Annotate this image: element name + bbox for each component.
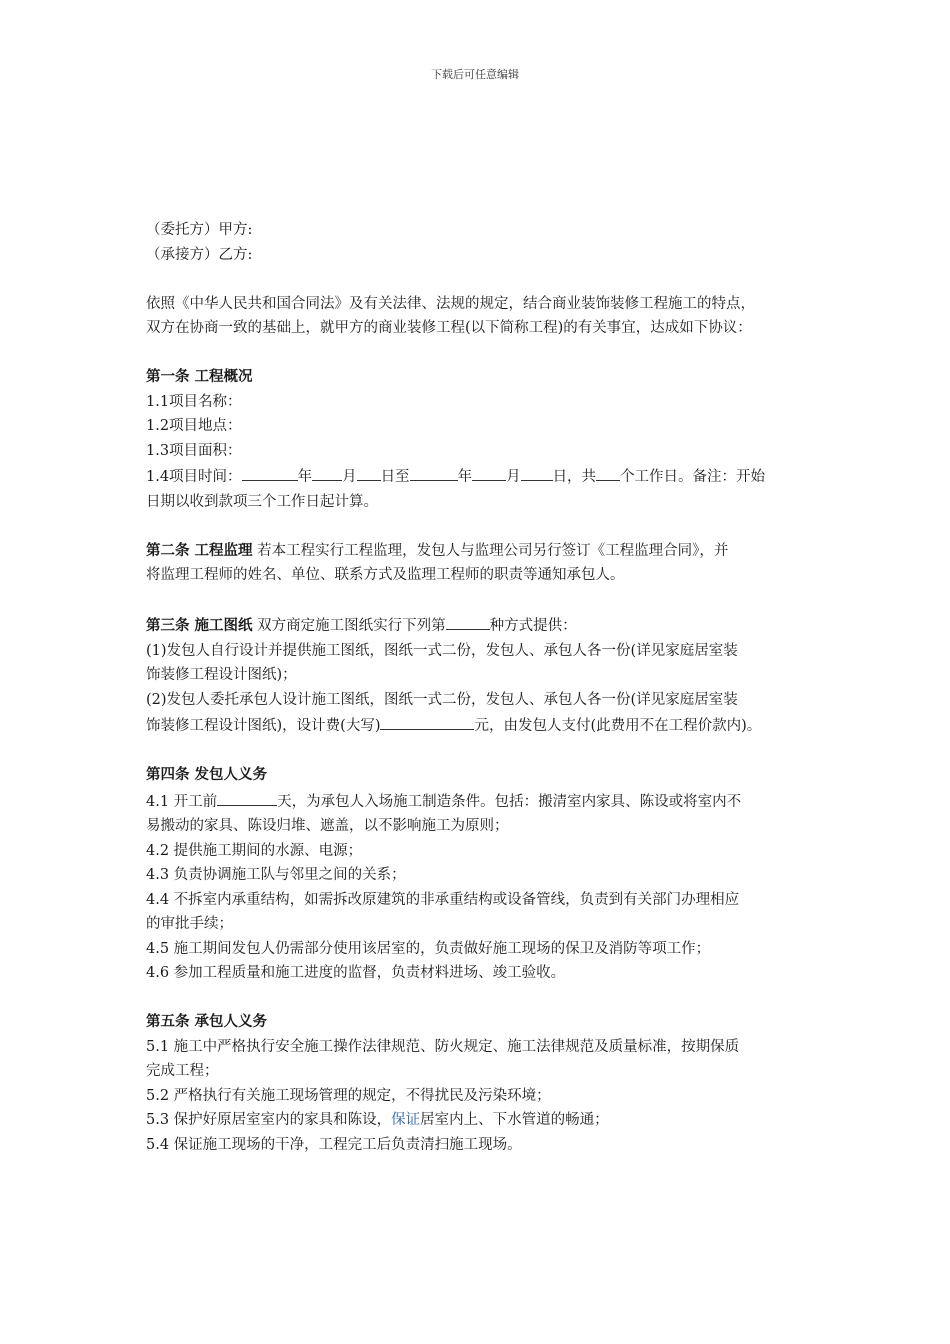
item-4-4-cont: 的审批手续； [146,916,233,932]
option-2-line-2: 饰装修工程设计图纸)，设计费(大写) 元，由发包人支付(此费用不在工程价款内)。 [146,712,816,739]
item-5-1-cont: 完成工程； [146,1063,219,1079]
article-5-title: 第五条 承包人义务 [146,1013,268,1030]
item-4-1: 4.1 开工前 天，为承包人入场施工制造条件。包括：搬清室内家具、陈设或将室内不 [146,788,816,815]
item-5-3: 5.3 保护好原居室室内的家具和陈设，保证居室内上、下水管道的畅通； [146,1112,609,1128]
item-4-5: 4.5 施工期间发包人仍需部分使用该居室的，负责做好施工现场的保卫及消防等项工作； [146,940,711,957]
blank-end-month[interactable] [472,463,506,481]
article-2-title: 第二条 工程监理 [146,541,253,559]
item-1-2: 1.2项目地点： [146,418,242,434]
item-4-3: 4.3 负责协调施工队与邻里之间的关系； [146,867,406,883]
party-a-line: （委托方）甲方: [146,222,253,238]
blank-method-number[interactable] [446,612,490,630]
page-header: 下载后可任意编辑 [431,68,519,81]
item-4-2: 4.2 提供施工期间的水源、电源； [146,842,363,859]
item-5-2: 5.2 严格执行有关施工现场管理的规定，不得扰民及污染环境； [146,1087,551,1104]
item-5-1: 5.1 施工中严格执行安全施工操作法律规范、防火规定、施工法律规范及质量标准，按期保质 [146,1038,740,1055]
article-2-cont: 将监理工程师的姓名、单位、联系方式及监理工程师的职责等通知承包人。 [146,567,625,583]
item-1-4-cont: 日期以收到款项三个工作日起计算。 [146,493,378,510]
article-1-title: 第一条 工程概况 [146,368,253,385]
blank-workdays[interactable] [596,463,620,481]
blank-start-year[interactable] [242,463,298,481]
intro-line-2: 双方在协商一致的基础上，就甲方的商业装修工程(以下简称工程)的有关事宜，达成如下协议： [146,320,752,336]
blank-end-year[interactable] [410,463,458,481]
contract-body [146,218,816,1157]
item-5-4: 5.4 保证施工现场的干净，工程完工后负责清扫施工现场。 [146,1136,522,1153]
article-4-title: 第四条 发包人义务 [146,766,268,783]
item-1-1: 1.1项目名称： [146,393,242,410]
item-4-6: 4.6 参加工程质量和施工进度的监督，负责材料进场、竣工验收。 [146,965,566,981]
article-3: 第三条 施工图纸 双方商定施工图纸实行下列第 种方式提供： [146,612,816,639]
blank-design-fee[interactable] [380,712,474,730]
party-b-line: （承接方）乙方: [146,246,253,263]
blank-start-day[interactable] [357,463,381,481]
option-1-line-2: 饰装修工程设计图纸)； [146,667,297,683]
guarantee-link[interactable]: 保证 [391,1112,421,1128]
article-2: 第二条 工程监理 若本工程实行工程监理，发包人与监理公司另行签订《工程监理合同》，并 [146,541,729,559]
item-4-1-cont: 易搬动的家具、陈设归堆、遮盖，以不影响施工为原则； [146,818,509,834]
option-2-line-1: (2)发包人委托承包人设计施工图纸，图纸一式二份，发包人、承包人各一份(详见家庭居室装 [146,691,738,708]
article-3-title: 第三条 施工图纸 [146,617,253,634]
item-1-4: 1.4项目时间： 年 月 日至 年 月 日，共 个工作日。备注：开始 [146,463,816,490]
blank-days-before-start[interactable] [217,788,277,806]
intro-line-1: 依照《中华人民共和国合同法》及有关法律、法规的规定，结合商业装饰装修工程施工的特点， [146,295,755,312]
blank-end-day[interactable] [521,463,553,481]
item-1-3: 1.3项目面积： [146,442,242,459]
item-4-4: 4.4 不拆室内承重结构，如需拆改原建筑的非承重结构或设备管线，负责到有关部门办理相应 [146,891,740,908]
option-1-line-1: (1)发包人自行设计并提供施工图纸，图纸一式二份，发包人、承包人各一份(详见家庭居室装 [146,642,738,659]
item-1-4-label: 1.4项目时间： [146,469,242,485]
blank-start-month[interactable] [312,463,342,481]
